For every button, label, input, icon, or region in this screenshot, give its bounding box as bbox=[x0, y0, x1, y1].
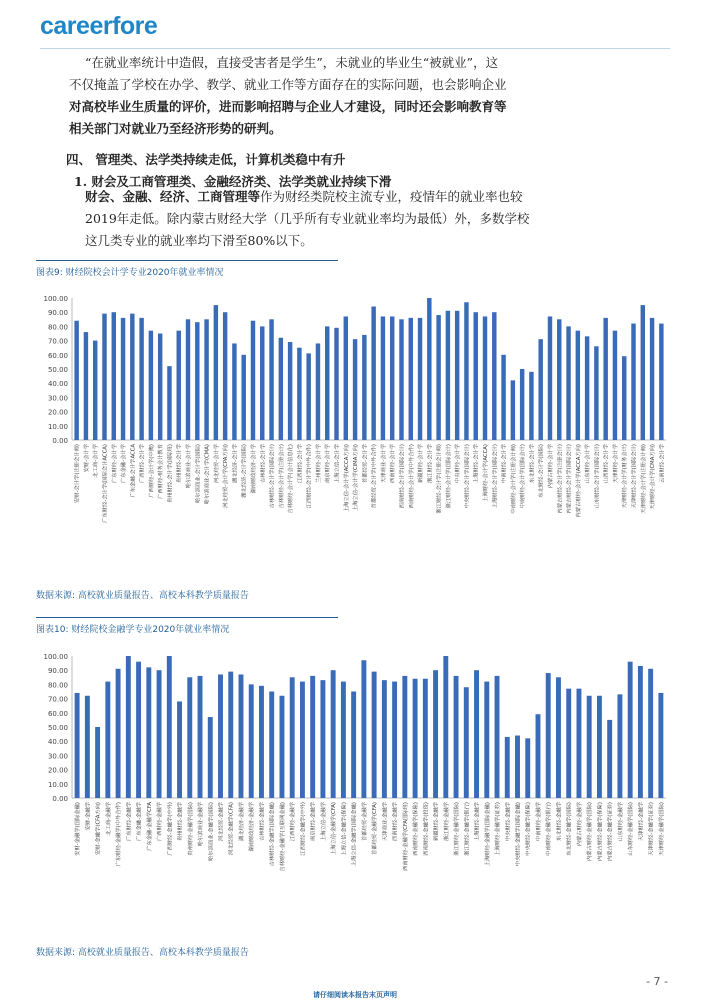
bar bbox=[641, 305, 645, 440]
x-tick-label: 内蒙古财经-金融学 bbox=[576, 802, 583, 847]
bar bbox=[474, 670, 479, 798]
x-tick-label: 西南财经-金融学(投资) bbox=[423, 802, 430, 856]
bar bbox=[186, 319, 190, 440]
x-tick-label: 北工商-金融学 bbox=[105, 802, 112, 836]
x-tick-label: 广东财经-会计学 bbox=[111, 444, 118, 483]
x-tick-label: 云南财经-会计学 bbox=[659, 444, 666, 483]
bar bbox=[146, 667, 151, 798]
x-tick-label: 湖北经济-会计学(国际) bbox=[241, 444, 248, 498]
x-tick-label: 东北财经-会计学 bbox=[529, 444, 536, 483]
x-tick-label: 天津财经-金融学(证券) bbox=[648, 802, 655, 856]
bar bbox=[648, 669, 653, 798]
y-tick-label: 60.00 bbox=[47, 351, 68, 360]
x-tick-label: 内蒙古财经-金融学(证券) bbox=[607, 802, 614, 862]
bar bbox=[613, 331, 617, 440]
x-tick-label: 上海财经-金融学 bbox=[474, 802, 481, 841]
x-tick-label: 首都经贸-会计学 bbox=[362, 444, 369, 483]
para-line: 相关部门对就业乃至经济形势的研判。 bbox=[69, 121, 282, 136]
bar bbox=[310, 676, 315, 798]
bar bbox=[423, 679, 428, 798]
x-tick-label: 天津财经-会计学(CMA方向) bbox=[650, 444, 657, 510]
x-tick-label: 浙江财经-会计学(注册会计师) bbox=[436, 444, 443, 514]
x-tick-label: 南京财经-金融学 bbox=[310, 802, 317, 841]
x-tick-label: 内蒙古财经-会计学(ACCA方向) bbox=[575, 444, 582, 518]
bar bbox=[566, 326, 570, 440]
bar bbox=[353, 339, 357, 440]
bar bbox=[232, 343, 236, 440]
bar bbox=[525, 738, 530, 798]
x-tick-label: 中央财经-金融学(保险) bbox=[525, 802, 532, 856]
bar bbox=[576, 689, 581, 798]
x-tick-label: 广东财经-金融学 bbox=[126, 802, 133, 841]
bar bbox=[597, 696, 602, 798]
x-tick-label: 中南财经-会计学(国际会计) bbox=[520, 444, 527, 509]
bar bbox=[454, 676, 459, 798]
x-tick-label: 贵州财经-金融学 bbox=[177, 802, 184, 841]
x-tick-label: 上海立信-会计学(CIMA方向) bbox=[353, 444, 360, 512]
x-tick-label: 广西财经-财务会计教育 bbox=[158, 444, 165, 499]
bar bbox=[187, 677, 192, 798]
bar bbox=[331, 670, 336, 798]
x-tick-label: 贵州财经-会计学 bbox=[176, 444, 183, 483]
x-tick-label: 江西财经-会计学(中外合作) bbox=[306, 444, 313, 509]
para-line: 对高校毕业生质量的评价，进而影响招聘与企业人才建设，同时还会影响教育等 bbox=[69, 99, 507, 114]
x-tick-label: 上海立信-金融学 bbox=[320, 802, 327, 841]
x-tick-label: 内蒙古财经-会计学(国际会计) bbox=[566, 444, 573, 514]
y-tick-label: 70.00 bbox=[47, 695, 68, 704]
bar bbox=[251, 321, 255, 440]
x-tick-label: 广东财经-会计学(国际会计ACCA) bbox=[102, 444, 109, 523]
x-tick-label: 中央财经-会计学(国际会计) bbox=[464, 444, 471, 509]
bar bbox=[585, 336, 589, 440]
x-tick-label: 南京财经-会计学 bbox=[325, 444, 332, 483]
x-tick-label: 山东财经-会计学(国际会计) bbox=[594, 444, 601, 509]
bar bbox=[344, 316, 348, 440]
bar bbox=[538, 339, 542, 440]
x-tick-label: 内蒙古财经-会计学 bbox=[547, 444, 554, 489]
bar bbox=[279, 696, 284, 798]
x-tick-label: 内蒙古财经-金融学(国际) bbox=[587, 802, 594, 862]
bar bbox=[167, 366, 171, 440]
y-tick-label: 50.00 bbox=[47, 366, 68, 374]
bar bbox=[316, 343, 320, 440]
bar bbox=[177, 331, 181, 440]
x-tick-label: 上海财经-会计学 bbox=[473, 444, 480, 483]
x-tick-label: 哈尔滨商业-会计学(国际) bbox=[195, 444, 202, 504]
figure10-caption: 图表10: 财经院校金融学专业2020年就业率情况 bbox=[36, 625, 230, 635]
bar bbox=[95, 727, 100, 798]
x-tick-label: 哈尔滨商业-会计学 bbox=[186, 444, 193, 489]
x-tick-label: 广东财经-金融学(中外合作) bbox=[116, 802, 123, 867]
x-tick-label: 西南财经-金融学(CFA国际班) bbox=[402, 802, 409, 871]
x-tick-label: 内蒙古财经-会计学(注册会计) bbox=[557, 444, 564, 514]
x-tick-label: 安财-金融学(CFA方向) bbox=[95, 802, 102, 856]
bar bbox=[288, 342, 292, 440]
bar bbox=[536, 714, 541, 798]
page-number: - 7 - bbox=[646, 975, 668, 988]
bar bbox=[638, 666, 643, 798]
x-tick-label: 西南财经-金融学 bbox=[392, 802, 399, 841]
x-tick-label: 西南财经-会计学 bbox=[390, 444, 397, 483]
figure9-caption: 图表9: 财经院校会计学专业2020年就业率情况 bbox=[36, 268, 224, 278]
bar bbox=[208, 717, 213, 798]
bar bbox=[617, 694, 622, 798]
x-tick-label: 兰州财经-会计学 bbox=[315, 444, 322, 483]
bar bbox=[158, 334, 162, 441]
y-tick-label: 100.00 bbox=[43, 295, 68, 303]
bar bbox=[136, 662, 141, 798]
bar bbox=[501, 355, 505, 440]
x-tick-label: 天津商业-金融学 bbox=[382, 802, 389, 841]
bar bbox=[607, 720, 612, 798]
x-tick-label: 浙江财经-金融学(国际) bbox=[454, 802, 461, 856]
x-tick-label: 湖北经济-金融学 bbox=[238, 802, 245, 841]
x-tick-label: 中央财经-金融学(国际金融) bbox=[515, 802, 522, 867]
y-tick-label: 70.00 bbox=[47, 337, 68, 346]
x-tick-label: 上海财经-金融学(证券) bbox=[495, 802, 502, 856]
bar bbox=[361, 660, 366, 798]
header-divider bbox=[40, 48, 670, 49]
y-tick-label: 10.00 bbox=[47, 422, 68, 431]
bar bbox=[228, 672, 233, 798]
bar bbox=[177, 701, 182, 798]
x-tick-label: 江西财经-金融学 bbox=[290, 802, 297, 841]
x-tick-label: 吉林财经-会计学(会计信息化) bbox=[288, 444, 295, 514]
x-tick-label: 山东财经-金融学(国际) bbox=[628, 802, 635, 856]
bar bbox=[269, 319, 273, 440]
bar bbox=[223, 312, 227, 440]
x-tick-label: 江西财经-金融学(中外) bbox=[300, 802, 307, 856]
bar bbox=[204, 319, 208, 440]
bar bbox=[474, 312, 478, 440]
y-tick-label: 90.00 bbox=[47, 667, 68, 676]
x-tick-label: 湖北经济-会计学 bbox=[232, 444, 239, 483]
bar bbox=[249, 684, 254, 798]
bar bbox=[443, 656, 448, 798]
x-tick-label: 河北经贸-金融学 bbox=[218, 802, 225, 841]
y-tick-label: 100.00 bbox=[43, 653, 68, 661]
bar bbox=[362, 335, 366, 440]
x-tick-label: 吉林财经-金融学(互联网金融) bbox=[279, 802, 286, 872]
x-tick-label: 东北财经-会计学(国际) bbox=[538, 444, 545, 498]
x-tick-label: 吉林财经-金融学(国际金融) bbox=[269, 802, 276, 867]
bar bbox=[198, 676, 203, 798]
bar bbox=[320, 680, 325, 798]
figure10-source: 数据来源: 高校就业质量报告、高校本科教学质量报告 bbox=[36, 948, 249, 958]
x-tick-label: 广东金融-会计学 bbox=[121, 444, 128, 483]
x-tick-label: 上海立信-金融学(CFA) bbox=[331, 802, 338, 856]
x-tick-label: 首都经贸-金融学(CFA) bbox=[372, 802, 379, 856]
figure9-bar-chart bbox=[36, 290, 676, 580]
x-tick-label: 内蒙古财经-金融学(保险) bbox=[597, 802, 604, 862]
x-tick-label: 河北经贸-金融学(CFA) bbox=[228, 802, 235, 856]
x-tick-label: 新疆财经-金融学 bbox=[433, 802, 440, 841]
x-tick-label: 安财-金融学 bbox=[85, 802, 92, 831]
y-tick-label: 80.00 bbox=[47, 323, 68, 332]
y-tick-label: 30.00 bbox=[47, 752, 68, 761]
x-tick-label: 广西财经-金融学(中外) bbox=[167, 802, 174, 856]
x-tick-label: 山东财经-会计学 bbox=[585, 444, 592, 483]
x-tick-label: 天津财经-金融学(国际) bbox=[658, 802, 665, 856]
bar bbox=[149, 331, 153, 440]
x-tick-label: 安财-会计学 bbox=[83, 444, 90, 473]
bar bbox=[372, 672, 377, 798]
bar bbox=[631, 324, 635, 440]
bar bbox=[75, 693, 80, 798]
y-tick-label: 20.00 bbox=[47, 408, 68, 417]
para-line: 不仅掩盖了学校在办学、教学、就业工作等方面存在的实际问题，也会影响企业 bbox=[69, 77, 507, 92]
bar bbox=[112, 312, 116, 440]
bar bbox=[427, 298, 431, 440]
x-tick-label: 上海财经-金融学(国际金融) bbox=[484, 802, 491, 867]
x-tick-label: 西南财经-金融学(保险) bbox=[413, 802, 420, 856]
bar bbox=[297, 348, 301, 440]
bar bbox=[628, 662, 633, 798]
bar bbox=[484, 682, 489, 798]
x-tick-label: 广西财经-会计学(中澳) bbox=[148, 444, 155, 498]
bar bbox=[381, 316, 385, 440]
bar bbox=[603, 318, 607, 440]
bar bbox=[167, 656, 172, 798]
figure10-bar-chart bbox=[36, 648, 676, 938]
bar bbox=[392, 682, 397, 798]
x-tick-label: 上海立信-会计学 bbox=[334, 444, 341, 483]
bar bbox=[121, 318, 125, 440]
x-tick-label: 中南财经-会计学 bbox=[501, 444, 508, 483]
bar bbox=[351, 692, 356, 799]
y-tick-label: 80.00 bbox=[47, 681, 68, 690]
x-tick-label: 首都经贸-金融学 bbox=[361, 802, 368, 841]
bar bbox=[130, 314, 134, 440]
bar bbox=[85, 696, 90, 798]
paragraph-finance-decline bbox=[85, 186, 645, 252]
x-tick-label: 江西财经-会计学 bbox=[297, 444, 304, 483]
bar bbox=[157, 670, 162, 798]
x-tick-label: 哈尔滨商业-会计学(CMA) bbox=[204, 444, 211, 505]
bar bbox=[269, 692, 274, 799]
x-tick-label: 天津财经-会计学(财务会计) bbox=[622, 444, 629, 509]
bar bbox=[126, 656, 131, 798]
x-tick-label: 浙江财经-金融学(银行) bbox=[464, 802, 471, 856]
x-tick-label: 吉林财经-会计学(国际会计) bbox=[269, 444, 276, 509]
bar bbox=[566, 689, 571, 798]
para-line: “在就业率统计中造假，直接受害者是学生”，未就业的毕业生“被就业”，这 bbox=[85, 55, 499, 70]
y-tick-label: 0.00 bbox=[52, 795, 68, 803]
bar bbox=[116, 669, 121, 798]
bar bbox=[455, 311, 459, 440]
bar bbox=[548, 316, 552, 440]
y-tick-label: 20.00 bbox=[47, 766, 68, 775]
x-tick-label: 哈尔滨商业-金融学 bbox=[198, 802, 205, 847]
x-tick-label: 河北经贸-会计学 bbox=[213, 444, 220, 483]
x-tick-label: 广东金融-金融学CFA bbox=[146, 802, 153, 851]
bar bbox=[382, 680, 387, 798]
figure9-rule bbox=[36, 260, 338, 261]
bar bbox=[587, 696, 592, 798]
bar bbox=[464, 302, 468, 440]
bar bbox=[505, 737, 510, 798]
bar bbox=[446, 311, 450, 440]
y-tick-label: 40.00 bbox=[47, 738, 68, 747]
bar bbox=[306, 353, 310, 440]
x-tick-label: 浙江财经-会计学(国际会计) bbox=[445, 444, 452, 509]
careerfore-logo: careerfore bbox=[40, 12, 158, 40]
x-tick-label: 上海财经-会计学(ACCA) bbox=[483, 444, 490, 502]
x-tick-label: 广西财经-金融学 bbox=[157, 802, 164, 841]
x-tick-label: 中南财经-会计学(注册会计师) bbox=[510, 444, 517, 514]
bar bbox=[325, 326, 329, 440]
bar bbox=[93, 341, 97, 440]
x-tick-label: 山东财经-金融学 bbox=[617, 802, 624, 841]
para-bold: 财会、金融、经济、工商管理等 bbox=[85, 189, 261, 204]
x-tick-label: 哈尔滨商业-金融学(国际) bbox=[208, 802, 215, 862]
bar bbox=[556, 677, 561, 798]
bar bbox=[483, 316, 487, 440]
bar bbox=[74, 321, 78, 440]
bar bbox=[390, 316, 394, 440]
bar bbox=[659, 324, 663, 440]
x-tick-label: 天津财经-金融学 bbox=[638, 802, 645, 841]
x-tick-label: 中南财经-金融学 bbox=[535, 802, 542, 841]
x-tick-label: 上海立信-金融学(国际金融) bbox=[351, 802, 358, 867]
x-tick-label: 安财-会计学(注册会计师) bbox=[74, 444, 81, 504]
bar bbox=[464, 687, 469, 798]
x-tick-label: 上海立信-金融学(保险) bbox=[341, 802, 348, 856]
bar bbox=[529, 372, 533, 440]
x-tick-label: 天津财经-会计学 bbox=[612, 444, 619, 483]
y-tick-label: 90.00 bbox=[47, 309, 68, 318]
bar bbox=[511, 380, 515, 440]
section-heading-4: 四、 管理类、法学类持续走低，计算机类稳中有升 bbox=[66, 152, 346, 167]
footer-disclaimer: 请仔细阅读本报告末页声明 bbox=[313, 991, 397, 999]
x-tick-label: 中央财经-会计学 bbox=[455, 444, 462, 483]
bar bbox=[409, 318, 413, 440]
x-tick-label: 湖南财政经济-会计学 bbox=[250, 444, 257, 494]
bar bbox=[139, 318, 143, 440]
bar bbox=[433, 670, 438, 798]
bar bbox=[495, 676, 500, 798]
x-tick-label: 上海财经-会计学(国际会计) bbox=[492, 444, 499, 509]
x-tick-label: 吉林财经-会计学 bbox=[260, 444, 267, 483]
x-tick-label: 中南财经-金融学(银行) bbox=[546, 802, 553, 856]
y-tick-label: 60.00 bbox=[47, 709, 68, 718]
x-tick-label: 新疆财经-会计学 bbox=[418, 444, 425, 483]
bar bbox=[418, 318, 422, 440]
bar bbox=[658, 693, 663, 798]
subsection-heading-1: 1. 财会及工商管理类、金融经济类、法学类就业持续下滑 bbox=[74, 174, 392, 189]
bar bbox=[520, 369, 524, 440]
x-tick-label: 首都经贸-会计学(中外合作) bbox=[371, 444, 378, 509]
x-tick-label: 天津商业-会计学 bbox=[380, 444, 387, 483]
x-tick-label: 贵州财经-会计学(国际班) bbox=[167, 444, 174, 504]
bar bbox=[413, 679, 418, 798]
bar bbox=[214, 305, 218, 440]
x-tick-label: 河北经贸-会计学(CPA方向) bbox=[223, 444, 230, 508]
bar bbox=[546, 673, 551, 798]
bar bbox=[300, 682, 305, 798]
x-tick-label: 中央财经-金融学 bbox=[505, 802, 512, 841]
bar bbox=[334, 328, 338, 440]
bar bbox=[279, 338, 283, 440]
x-tick-label: 天津财经-会计学(国际会计) bbox=[631, 444, 638, 509]
x-tick-label: 贵州财经-金融学(国际) bbox=[187, 802, 194, 856]
bar bbox=[241, 355, 245, 440]
bar bbox=[259, 686, 264, 798]
paragraph-employment-fraud bbox=[69, 52, 645, 140]
y-tick-label: 30.00 bbox=[47, 394, 68, 403]
x-tick-label: 浙江财经-金融学 bbox=[443, 802, 450, 841]
figure10-rule bbox=[36, 617, 338, 618]
bar bbox=[436, 315, 440, 440]
x-tick-label: 安财-金融学(国际金融) bbox=[75, 802, 82, 856]
x-tick-label: 广东金融-金融学 bbox=[136, 802, 143, 841]
x-tick-label: 广西财经-会计学 bbox=[139, 444, 146, 483]
bar bbox=[402, 676, 407, 798]
bar bbox=[371, 307, 375, 440]
bar bbox=[650, 318, 654, 440]
bar bbox=[218, 674, 223, 798]
y-tick-label: 50.00 bbox=[47, 724, 68, 732]
x-tick-label: 东北财经-金融学(国际) bbox=[566, 802, 573, 856]
bar bbox=[594, 346, 598, 440]
bar bbox=[399, 319, 403, 440]
x-tick-label: 西南财经-会计学(中外合作) bbox=[408, 444, 415, 509]
x-tick-label: 吉林财经-会计学(注册会计) bbox=[278, 444, 285, 509]
bar bbox=[557, 319, 561, 440]
bar bbox=[102, 314, 106, 440]
y-tick-label: 40.00 bbox=[47, 380, 68, 389]
x-tick-label: 吉林财经-金融学 bbox=[259, 802, 266, 841]
para-line: 这几类专业的就业率均下滑至80%以下。 bbox=[85, 233, 313, 248]
x-tick-label: 广东金融-会计学ACCA bbox=[130, 444, 137, 498]
x-tick-label: 西南财经-会计学(国际会计) bbox=[399, 444, 406, 509]
y-tick-label: 10.00 bbox=[47, 780, 68, 789]
bar bbox=[622, 356, 626, 440]
y-tick-label: 0.00 bbox=[52, 437, 68, 445]
bar bbox=[576, 331, 580, 440]
bar bbox=[492, 312, 496, 440]
x-tick-label: 湖南财政经济-金融学 bbox=[249, 802, 256, 852]
x-tick-label: 天津财经-会计学(注册会计师) bbox=[640, 444, 647, 514]
bar bbox=[260, 326, 264, 440]
bar bbox=[195, 322, 199, 440]
bar bbox=[105, 682, 110, 798]
bar bbox=[239, 674, 244, 798]
x-tick-label: 浙江财经-会计学 bbox=[427, 444, 434, 483]
para-line: 作为财经类院校主流专业，疫情年的就业率也较 bbox=[260, 189, 523, 204]
para-line: 2019年走低。除内蒙古财经大学（几乎所有专业就业率均为最低）外，多数学校 bbox=[85, 211, 530, 226]
x-tick-label: 北工商-会计学 bbox=[93, 444, 100, 478]
x-tick-label: 山西财经-会计学 bbox=[603, 444, 610, 483]
x-tick-label: 上海立信-会计学(ACCA方向) bbox=[343, 444, 350, 513]
x-tick-label: 东北财经-金融学 bbox=[556, 802, 563, 841]
bar bbox=[341, 682, 346, 798]
bar bbox=[515, 736, 520, 798]
bar bbox=[84, 332, 88, 440]
figure9-source: 数据来源: 高校就业质量报告、高校本科教学质量报告 bbox=[36, 591, 249, 601]
bar bbox=[290, 677, 295, 798]
